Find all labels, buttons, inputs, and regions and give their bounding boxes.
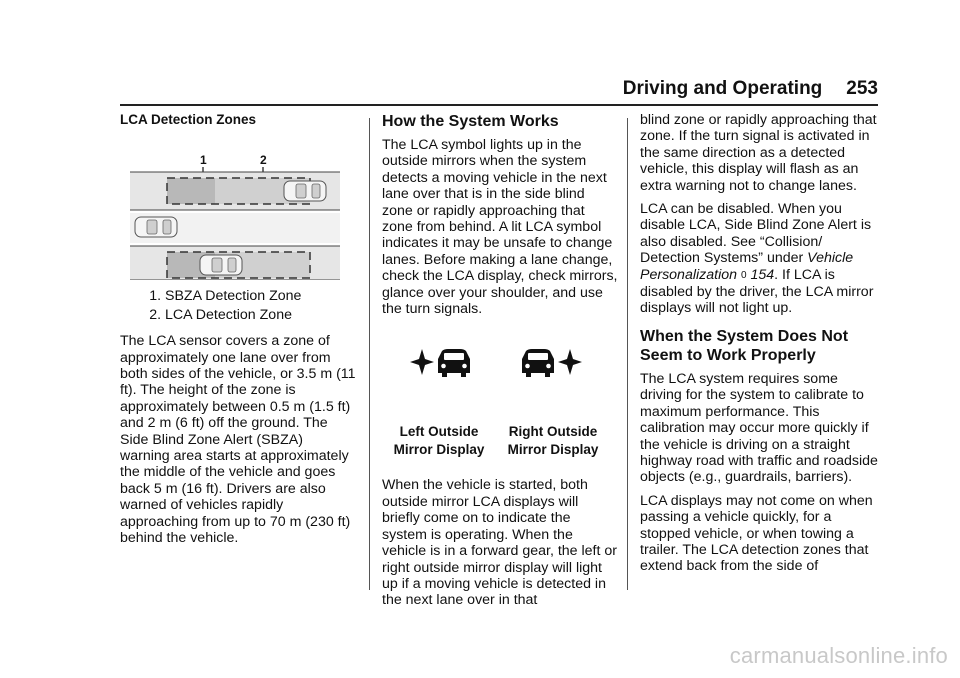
caption-line: Left Outside [399, 424, 479, 440]
car-bottom [200, 255, 242, 275]
sbza-zone-top [167, 178, 215, 204]
caption-line: Right Outside [508, 424, 598, 440]
column-1 [120, 112, 356, 554]
watermark: carmanualsonline.info [729, 643, 948, 668]
diagram-legend [120, 288, 356, 323]
column-2 [382, 112, 618, 616]
right-caption [496, 423, 610, 459]
page-ref[interactable]: 154 [750, 266, 775, 283]
column-divider [627, 118, 628, 590]
callout-1: 1 [200, 153, 207, 168]
legend-item: 1. SBZA Detection Zone [165, 288, 356, 304]
text-run: LCA can be disabled. When you disable LCA, Side Blind Zone Alert is also disabled. See “Collision/ Detection Systems” under [640, 201, 872, 267]
header-rule [120, 104, 878, 106]
car-top [284, 181, 326, 201]
how-system-works-heading: How the System Works [382, 113, 559, 130]
paragraph: When the vehicle is started, both outside mirror LCA displays will briefly come on to indicate the system is operating. When the vehicle is in a forward gear, the left or right outside mirror display will light up if a moving vehicle is detected in the next lane over in that [382, 477, 618, 609]
left-caption [382, 423, 496, 459]
page-number: 253 [846, 78, 878, 99]
left-mirror-display [386, 345, 496, 423]
vehicle-personalization-link[interactable]: Vehicle Personalization [640, 250, 854, 283]
text-run: . If LCA is disabled by the driver, the LCA mirror displays will not light up. [640, 266, 874, 317]
paragraph: blind zone or rapidly approaching that zone. If the turn signal is activated in the same direction as a detected vehicle, this display will flash as an extra warning not to change lanes. [640, 112, 877, 194]
lca-zones-heading: LCA Detection Zones [120, 112, 257, 127]
page-ref-icon: 0 [740, 269, 747, 281]
paragraph: The LCA system requires some driving for the system to calibrate to maximum performance. This calibration may occur more quickly if the vehicle is driving on a straight highway road with traffic and roadside objects (e.g., guardrails, barriers). [640, 370, 878, 486]
column-3 [640, 112, 880, 582]
lca-right-icon [518, 345, 584, 385]
callout-2: 2 [260, 153, 267, 168]
paragraph: The LCA symbol lights up in the outside mirrors when the system detects a moving vehicle in the next lane over that is in the side blind zone or rapidly approaching that zone from behind. A lit LCA symbol indicates it may be unsafe to change lanes. Before making a lane change, check the LCA display, check mirrors, glance over your shoulder, and use the turn signals. [382, 137, 618, 318]
system-not-working-heading: When the System Does Not Seem to Work Properly [640, 327, 849, 364]
car-subject [135, 217, 177, 237]
section-title: Driving and Operating [622, 78, 823, 99]
icon-captions [382, 423, 610, 459]
mirror-display-icons [386, 345, 606, 423]
paragraph: The LCA sensor covers a zone of approximately one lane over from both sides of the vehicle, or 3.5 m (11 ft). The height of the zone is approximately between 0.5 m (1.5 ft) and 2 m (6 ft) off the ground. The Side Blind Zone Alert (SBZA) warning area starts at approximately the middle of the vehicle and goes back 5 m (16 ft). Drivers are also warned of vehicles rapidly approaching from up to 70 m (230 ft) behind the vehicle. [120, 333, 356, 547]
caption-line: Mirror Display [393, 442, 485, 458]
detection-zones-diagram [122, 140, 342, 280]
lca-left-icon [408, 345, 474, 385]
caption-line: Mirror Display [507, 442, 599, 458]
right-mirror-display [496, 345, 606, 423]
paragraph: LCA displays may not come on when passing a vehicle quickly, for a stopped vehicle, or when towing a trailer. The LCA detection zones that extend back from the side of [640, 492, 873, 575]
column-divider [369, 118, 370, 590]
paragraph [640, 201, 880, 317]
legend-item: 2. LCA Detection Zone [165, 307, 356, 323]
